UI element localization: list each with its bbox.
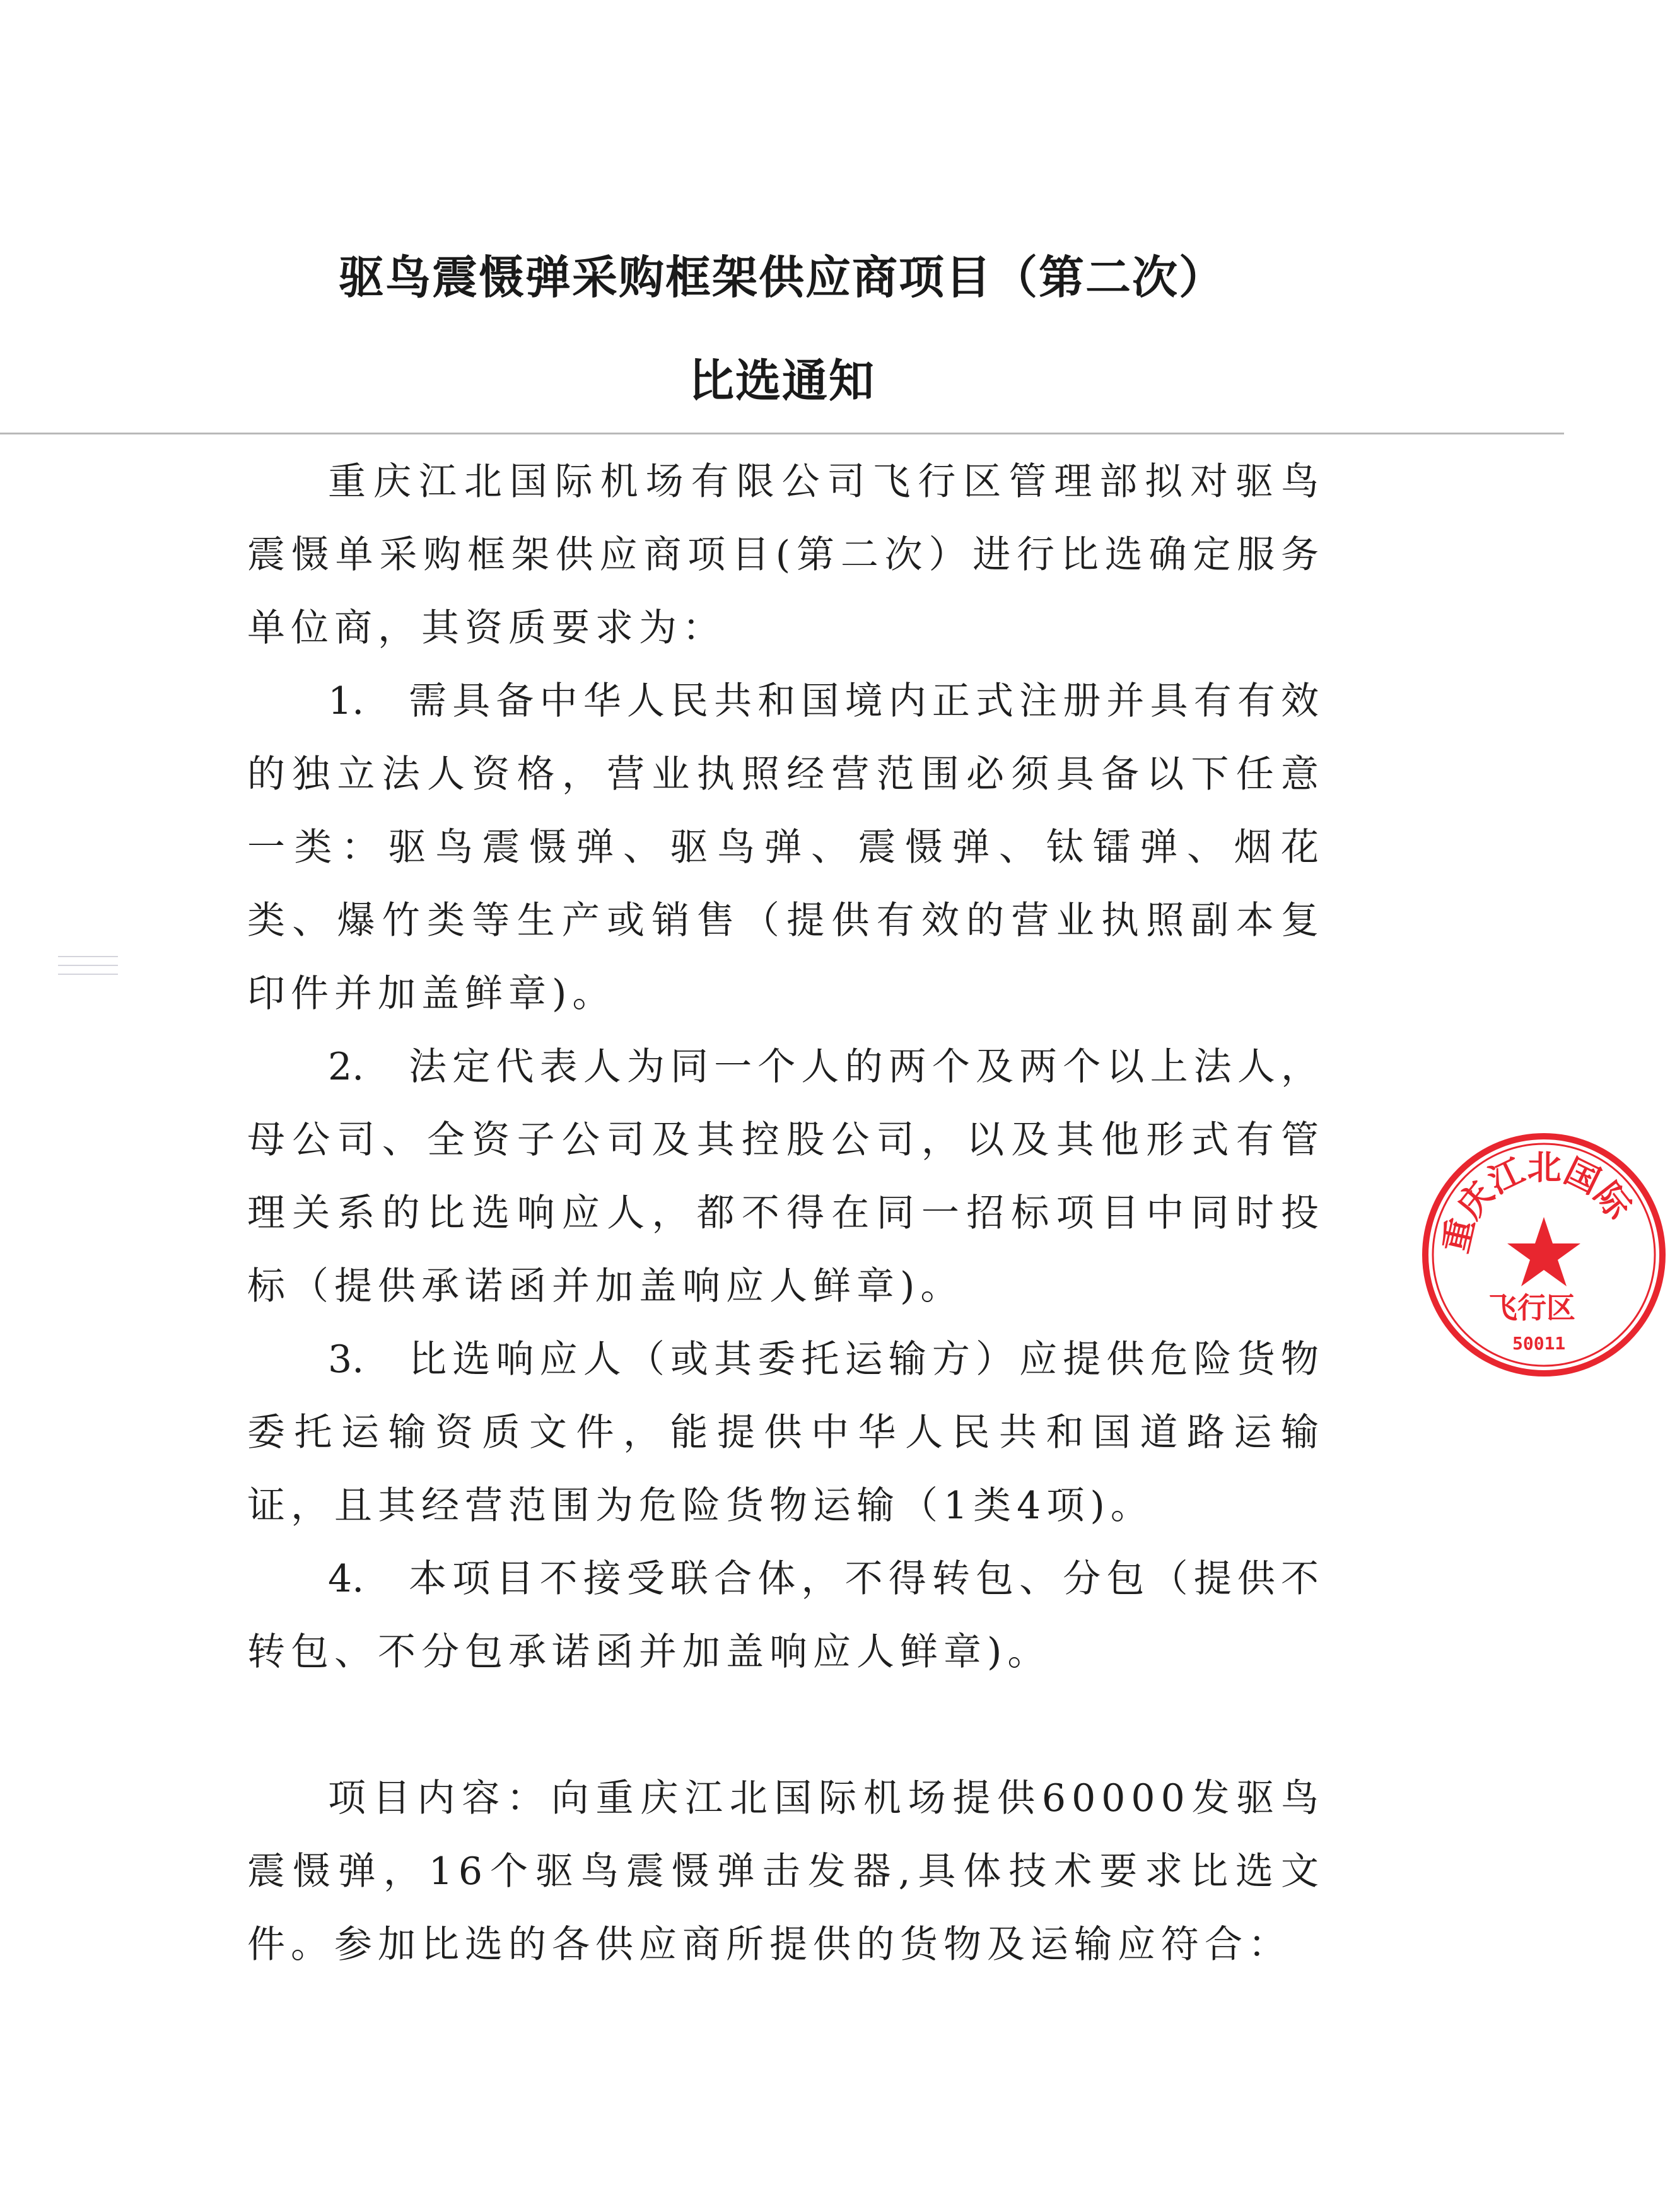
margin-scan-mark: [58, 965, 118, 966]
seal-number-text: 50011: [1512, 1333, 1566, 1354]
document-subtitle: 比选通知: [688, 354, 875, 407]
intro-paragraph: 重庆江北国际机场有限公司飞行区管理部拟对驱鸟震慑单采购框架供应商项目(第二次）进行比选确定服务单位商，其资质要求为：: [247, 460, 1324, 650]
seal-arc-textpath: 重庆江北国际: [1435, 1147, 1639, 1257]
paragraph-gap: [247, 1689, 1324, 1762]
seal-dept-text: 飞行区: [1488, 1291, 1575, 1325]
requirement-item: [247, 665, 1324, 1030]
margin-scan-mark: [58, 956, 118, 957]
requirement-number: 2.: [328, 1045, 365, 1089]
margin-scan-mark: [58, 974, 118, 975]
requirement-text: 需具备中华人民共和国境内正式注册并具有有效的独立法人资格，营业执照经营范围必须具备以下任意一类：驱鸟震慑弹、驱鸟弹、震慑弹、钛镭弹、烟花类、爆竹类等生产或销售（提供有效的营业执照副本复印件并加盖鲜章)。: [247, 679, 1324, 1016]
header-divider: [0, 433, 1564, 434]
requirement-item: [247, 1030, 1324, 1323]
requirement-item: [247, 1542, 1324, 1689]
document-body: [247, 445, 1324, 1981]
requirement-number: 4.: [328, 1557, 365, 1601]
seal-star-icon: [1507, 1217, 1580, 1286]
requirement-item: [247, 1323, 1324, 1542]
requirement-text: 法定代表人为同一个人的两个及两个以上法人，母公司、全资子公司及其控股公司，以及其他形式有管理关系的比选响应人，都不得在同一招标项目中同时投标（提供承诺函并加盖响应人鲜章)。: [247, 1045, 1324, 1308]
project-content-paragraph: 项目内容：向重庆江北国际机场提供60000发驱鸟震慑弹，16个驱鸟震慑弹击发器,具体技术要求比选文件。参加比选的各供应商所提供的货物及运输应符合：: [247, 1776, 1324, 1967]
document-title: 驱鸟震慑弹采购框架供应商项目（第二次）: [338, 251, 1225, 304]
company-seal: [1418, 1129, 1670, 1381]
requirement-number: 1.: [328, 679, 365, 723]
requirement-text: 本项目不接受联合体，不得转包、分包（提供不转包、不分包承诺函并加盖响应人鲜章)。: [247, 1557, 1324, 1674]
requirement-number: 3.: [328, 1337, 365, 1382]
requirement-text: 比选响应人（或其委托运输方）应提供危险货物委托运输资质文件，能提供中华人民共和国道路运输证，且其经营范围为危险货物运输（1类4项)。: [247, 1337, 1324, 1528]
